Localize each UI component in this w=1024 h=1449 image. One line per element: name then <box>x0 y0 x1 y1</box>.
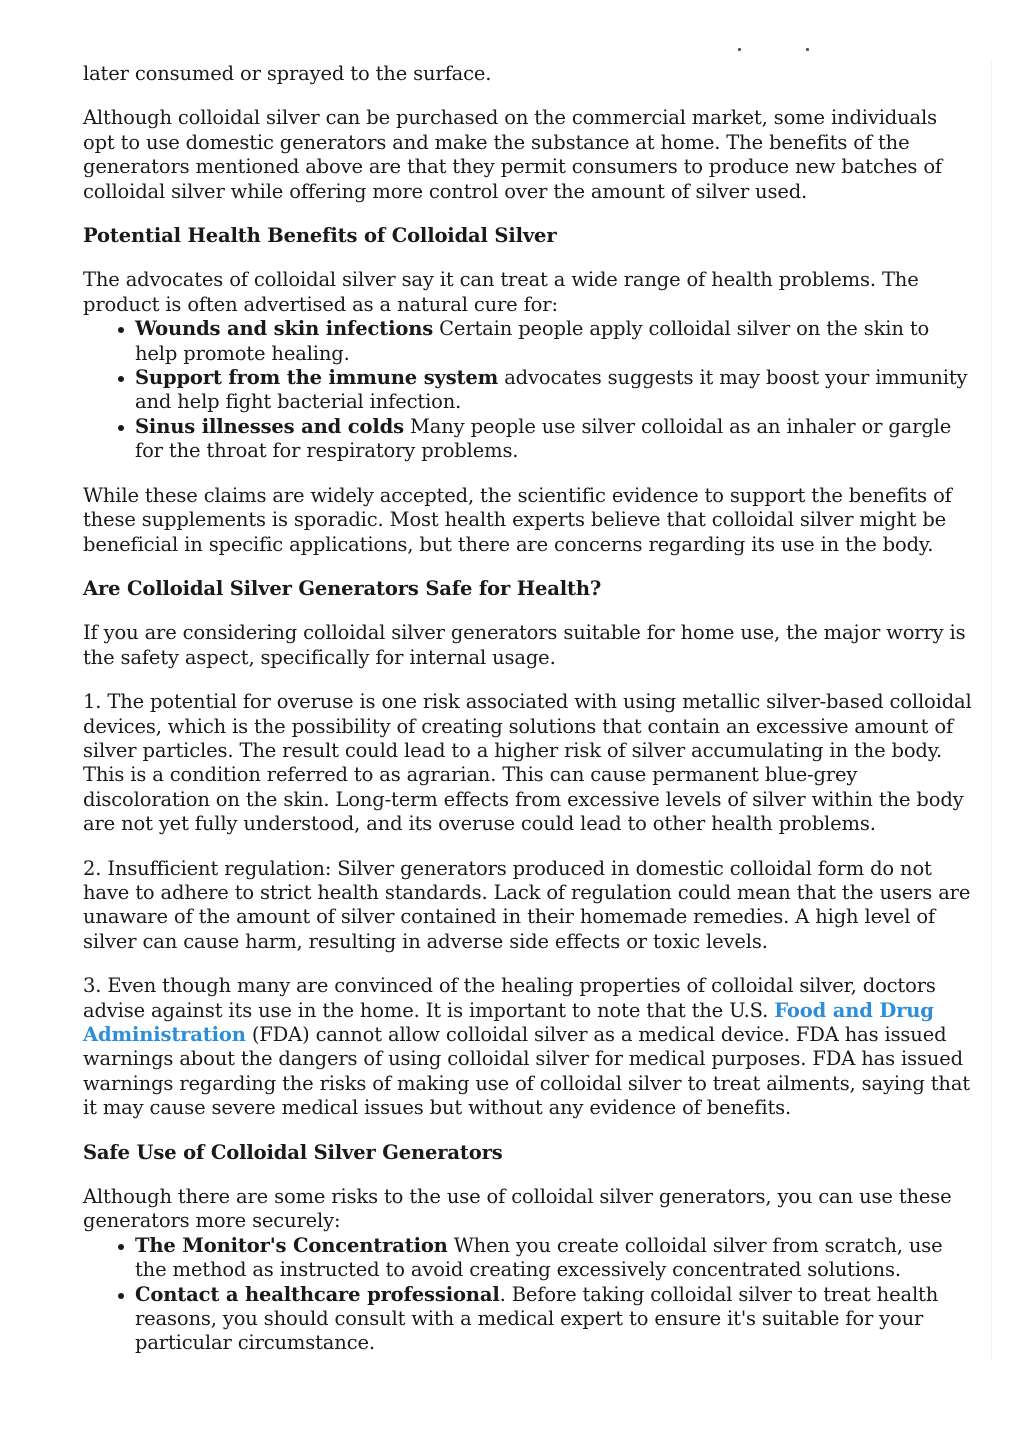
list-item <box>135 317 973 366</box>
list-item-text: Certain people apply colloidal silver on the skin to help promote healing. <box>135 317 930 365</box>
heading-safe-use: Safe Use of Colloidal Silver Generators <box>83 1140 503 1164</box>
safety-intro: If you are considering colloidal silver generators suitable for home use, the major worry is the safety aspect, specifically for internal usage. <box>83 621 966 669</box>
list-item-title: Wounds and skin infections <box>135 317 434 341</box>
list-item-text: When you create colloidal silver from scratch, use the method as instructed to avoid creating excessively concentrated solutions. <box>135 1233 943 1282</box>
article-body <box>83 62 973 1376</box>
safety-point-1: 1. The potential for overuse is one risk associated with using metallic silver-based colloidal devices, which is the possibility of creating solutions that contain an excessive amount of silver particles. The result could lead to a higher risk of silver accumulating in the body. This is a condition referred to as agrarian. This can cause permanent blue-grey discoloration on the skin. Long-term effects from excessive levels of silver within the body are not yet fully understood, and its overuse could lead to other health problems. <box>83 690 972 836</box>
list-item-text: . Before taking colloidal silver to treat health reasons, you should consult with a medical expert to ensure it's suitable for your particular circumstance. <box>135 1282 939 1355</box>
benefits-list <box>83 317 973 463</box>
benefits-intro: The advocates of colloidal silver say it can treat a wide range of health problems. The product is often advertised as a natural cure for: <box>83 268 919 316</box>
safe-use-intro: Although there are some risks to the use of colloidal silver generators, you can use these generators more securely: <box>83 1185 952 1233</box>
list-item-text: Many people use silver colloidal as an inhaler or gargle for the throat for respiratory problems. <box>135 414 952 463</box>
heading-benefits: Potential Health Benefits of Colloidal Silver <box>83 224 557 248</box>
page-edge <box>991 60 992 1360</box>
fda-link[interactable]: Food and Drug Administration <box>83 998 934 1046</box>
safety-point-3 <box>83 974 973 1120</box>
intro-fragment: later consumed or sprayed to the surface. <box>83 62 492 85</box>
list-item-title: The Monitor's Concentration <box>135 1233 448 1257</box>
list-item <box>135 1234 973 1283</box>
safety-point-3-text: 3. Even though many are convinced of the healing properties of colloidal silver, doctors advise against its use in the home. It is important to note that the U.S. <box>83 974 936 1022</box>
list-item <box>135 415 973 464</box>
list-item-title: Contact a healthcare professional <box>135 1282 500 1306</box>
heading-safety: Are Colloidal Silver Generators Safe for Health? <box>83 576 602 600</box>
paragraph-generators: Although colloidal silver can be purchased on the commercial market, some individuals opt to use domestic generators and make the substance at home. The benefits of the generators mentioned above are that they permit consumers to produce new batches of colloidal silver while offering more control over the amount of silver used. <box>83 106 942 203</box>
safe-use-list <box>83 1234 973 1356</box>
cropped-text-remnant <box>700 48 850 56</box>
safety-point-2: 2. Insufficient regulation: Silver generators produced in domestic colloidal form do not have to adhere to strict health standards. Lack of regulation could mean that the users are unaware of the amount of silver contained in their homemade remedies. A high level of silver can cause harm, resulting in adverse side effects or toxic levels. <box>83 856 971 953</box>
safety-point-3-text-after: (FDA) cannot allow colloidal silver as a medical device. FDA has issued warnings about the dangers of using colloidal silver for medical purposes. FDA has issued warnings regarding the risks of making use of colloidal silver to treat ailments, saying that it may cause severe medical issues but without any evidence of benefits. <box>83 1023 970 1120</box>
benefits-closing: While these claims are widely accepted, the scientific evidence to support the benefits of these supplements is sporadic. Most health experts believe that colloidal silver might be beneficial in specific applications, but there are concerns regarding its use in the body. <box>83 483 952 556</box>
list-item-text: advocates suggests it may boost your immunity and help fight bacterial infection. <box>135 366 968 414</box>
list-item-title: Sinus illnesses and colds <box>135 414 404 438</box>
list-item <box>135 1283 973 1356</box>
list-item <box>135 366 973 415</box>
list-item-title: Support from the immune system <box>135 366 499 390</box>
